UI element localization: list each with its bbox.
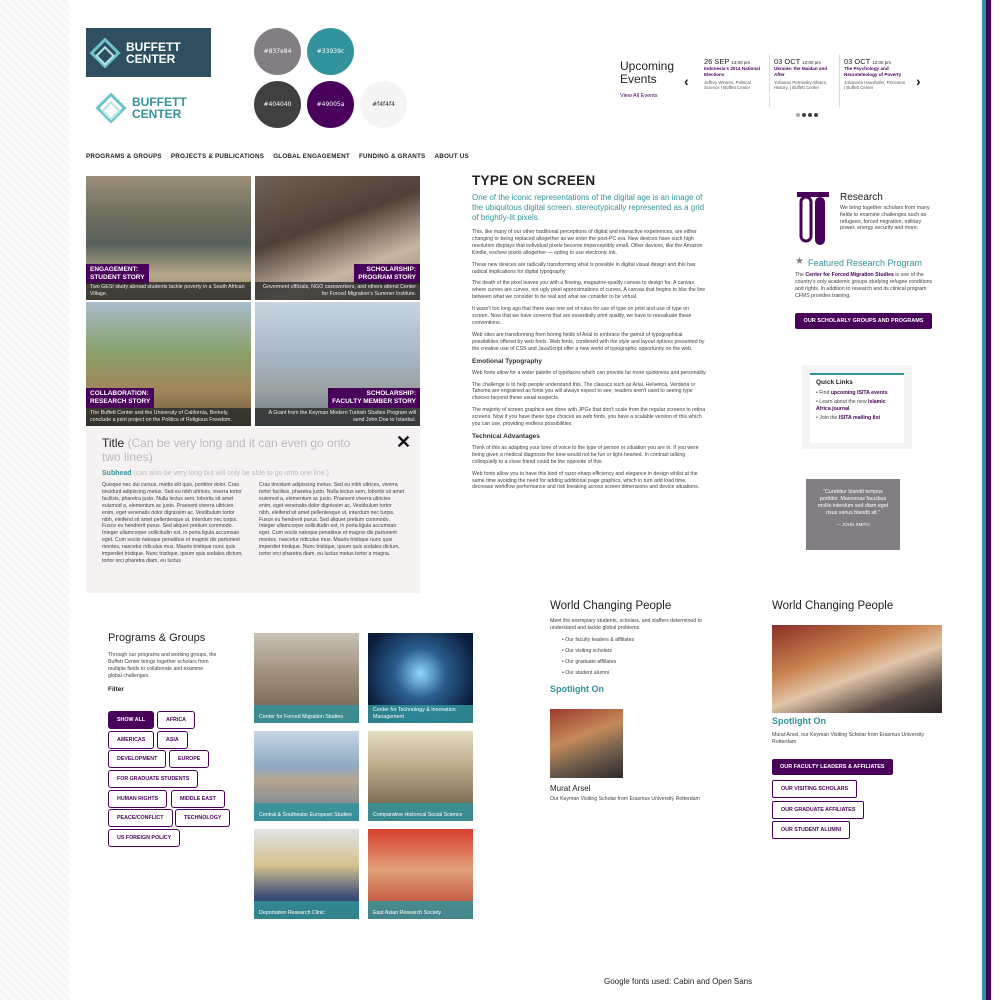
wcp-title: World Changing People	[550, 600, 672, 612]
spotlight-photo[interactable]	[550, 709, 623, 778]
wcp-block-1	[550, 600, 720, 694]
wcp-text: Meet the exemplary students, scholars, and staffers determined to understand and tackle global problems.	[550, 618, 702, 631]
filter-middle-east[interactable]: MIDDLE EAST	[171, 790, 225, 808]
chevron-left-icon[interactable]: ‹	[684, 73, 689, 89]
article-subheading: Technical Advantages	[472, 432, 540, 440]
filter-graduate-students[interactable]: FOR GRADUATE STUDENTS	[108, 770, 198, 788]
quick-link[interactable]: • Learn about the new Islamic Africa journal	[816, 398, 886, 412]
filter-human-rights[interactable]: HUMAN RIGHTS	[108, 790, 167, 808]
story-caption: Two GESI study abroad students tackle poverty in a South African Village.	[86, 282, 251, 300]
nav-funding-grants[interactable]: FUNDING & GRANTS	[358, 153, 426, 160]
story-tile[interactable]	[86, 176, 251, 300]
wcp-list	[562, 637, 720, 677]
panel-subhead: Subhead (can also be very long but will only be able to go onto one line.)	[102, 470, 329, 477]
article-title: TYPE ON SCREEN	[472, 173, 596, 188]
story-tag: SCHOLARSHIP: PROGRAM STORY	[354, 264, 420, 284]
cfms-link[interactable]: Center for Forced Migration Studies	[805, 272, 894, 278]
filter-africa[interactable]: AFRICA	[157, 711, 195, 729]
filter-show-all[interactable]: SHOW ALL	[108, 711, 154, 729]
color-swatch: #f4f4f4	[360, 81, 407, 128]
story-tile[interactable]	[255, 302, 420, 426]
panel-column-1: Quisque nec dui cursus, mattis elit quis, porttitor dolor. Cras tincidunt adipiscing metus. Sed eu nibh ultrices, viverra tortor facilisis, pharetra justo. Nulla lectus sem, lobortis sit amet euismod a, elementum ac justo. Praesent viverra ultricies enim, eget venenatis dolor dignissim ac. Vestibulum tortor nibh, eleifend sit amet pellentesque ut, interdum nec turpis. Fusce eu hendrerit purus. Sed aliquet pretium commodo. Integer ullamcorper sollicitudin est, in porta ligula accumsan eget. Cum sociis natoque penatibus et magnis dis parturient montes, nascetur ridiculus mus. Mauris tristique nunc quis imperdiet tristique. Nunc tristique, ipsum quis sodales dictum, tortor orci pharetra diam, eu luctus	[102, 482, 243, 564]
article-paragraph: These new devices are radically transforming what is possible in digital visual design and this has radical implications for digital typography	[472, 261, 696, 275]
programs-text: Through our programs and working groups, the Buffett Center brings together scholars from multiple fields to collaborate and examine global challenges.	[108, 652, 217, 679]
story-tag: COLLABORATION: RESEARCH STORY	[86, 388, 154, 408]
logo-line1: BUFFETT	[126, 39, 181, 54]
wcp-title: World Changing People	[772, 600, 894, 612]
article-paragraph: Web fonts allow for a wider palette of typefaces which can provide far more quirkiness and personality.	[472, 369, 707, 376]
story-tile[interactable]	[86, 302, 251, 426]
filter-technology[interactable]: TECHNOLOGY	[175, 809, 230, 827]
event-card[interactable]: 26 SEP 13:00 pm Indonesia's 2014 National Elections Jeffrey Winters, Political Science | Buffett Center	[700, 54, 770, 107]
article-paragraph: Think of this as adapting your tone of voice to the type of person or situation you are in. If you were being given a medical diagnosis the tone would not be fun or light-hearted. In contrast talking colloquially to a close friend could be the opposite of this.	[472, 444, 699, 465]
article-paragraph: The majority of screen graphics are done with JPGs that don't scale from the regular screens to retina screens. Now if you have these type choices as web fonts, you have a scalable version of this which you can use, providing endless possibilities.	[472, 407, 706, 428]
color-swatch: #837e84	[254, 28, 301, 75]
accent-stripe-purple	[986, 0, 991, 1000]
scholarly-groups-button[interactable]: OUR SCHOLARLY GROUPS AND PROGRAMS	[795, 313, 932, 329]
color-swatch: #404040	[254, 81, 301, 128]
logo-diamond-icon	[89, 37, 120, 68]
close-icon[interactable]: ✕	[396, 432, 412, 452]
events-header	[620, 60, 674, 99]
panel-column-2: Cras tincidunt adipiscing metus. Sed eu nibh ultrices, viverra tortor facilisis, pharetra justo. Nulla lectus sem, lobortis sit amet euismod a, elementum ac justo. Praesent viverra ultricies enim, eget venenatis dolor dignissim ac. Vestibulum tortor nibh, eleifend sit amet pellentesque ut, interdum nec turpis. Fusce eu hendrerit purus. Sed aliquet pretium commodo. Integer ullamcorper sollicitudin est, in porta ligula accumsan eget. Cum sociis natoque penatibus et magnis dis parturient montes, nascetur ridiculus mus. Mauris tristique nunc quis imperdiet tristique. Nunc tristique, ipsum quis sodales dictum, tortor orci pharetra diam, eu luctus metus tortor a magna.	[259, 482, 405, 558]
research-title: Research	[840, 192, 883, 203]
logo-light[interactable]	[100, 88, 210, 128]
article-subheading: Emotional Typography	[472, 357, 542, 365]
featured-research-title: Featured Research Program	[808, 258, 923, 268]
article-paragraph: This, like many of our other traditional perceptions of digital and interactive experiences, are either changing or being replaced altogether as we enter the post-PC era. New devices have such high resolution displays that individual pixels become imperceptibly small. Other devices, like the Amazon Kindle, eschew pixels altogether — opting to use electronic ink.	[472, 229, 703, 256]
article	[472, 173, 707, 491]
spotlight-title: Spotlight On	[772, 716, 826, 726]
program-tile[interactable]: Comparative Historical Social Science	[368, 731, 473, 821]
view-all-events-link[interactable]: View All Events	[620, 93, 658, 99]
quote-author: — JOHN SMITH	[836, 522, 870, 527]
student-alumni-button[interactable]: OUR STUDENT ALUMNI	[772, 821, 850, 839]
quick-link[interactable]: • Find upcoming ISITA events	[816, 390, 888, 396]
color-swatch: #49005a	[307, 81, 354, 128]
quote-text: "Curabitur blandit tempus porttitor. Maecenas faucibus mollis interdum sed diam eget risus varius blandit sit."	[817, 489, 889, 516]
filter-development[interactable]: DEVELOPMENT	[108, 750, 166, 768]
nav-programs-groups[interactable]: PROGRAMS & GROUPS	[86, 153, 162, 160]
research-text: We bring together scholars from many fields to examine challenges such as refugees, forced migration, military power, energy security and more.	[840, 205, 930, 232]
article-paragraph: It wasn't too long ago that there was one set of rules for use of type on print and use of type on screen. Now that we have screens that are essentially print quality, we have to reevaluate these conventions.	[472, 306, 692, 326]
article-paragraph: The challenge is to help people understand this. The classics such as Arial, Helvetica, Verdana or Tahoma are engrained as fonts you will always expect to see; readers aren't used to seeing type choices beyond these usual suspects.	[472, 381, 696, 402]
wcp-list-item[interactable]: • Our visiting scholars	[562, 647, 612, 654]
filter-europe[interactable]: EUROPE	[169, 750, 209, 768]
story-caption: A Grant from the Keyman Modern Turkish Studies Program will send John Doe to Istanbul.	[255, 408, 420, 426]
story-caption: Goverment officials, NGO caseworkers, and others attend Center for Forced Migration's Summer Institute.	[255, 282, 420, 300]
filter-asia[interactable]: ASIA	[157, 731, 188, 749]
spotlight-name: Murat Arsel	[550, 784, 591, 793]
filter-americas[interactable]: AMERICAS	[108, 731, 154, 749]
story-detail-panel	[86, 428, 420, 593]
story-caption: The Buffett Center and the University of California, Berkely, conclude a joint project on the Politics of Religious Freedom.	[86, 408, 251, 426]
article-paragraph: Web sites are transforming from boring fields of Arial to embrace the gamut of typographical possibilities offered by web fonts. Web fonts, combined with the style and layout options presented by the creative use of CSS and JavaScript offer a new world of typographic opportunity on the web.	[472, 331, 705, 352]
nav-global-engagement[interactable]: GLOBAL ENGAGEMENT	[273, 153, 350, 160]
carousel-dots[interactable]	[796, 113, 818, 117]
spotlight-title: Spotlight On	[550, 684, 604, 695]
graduate-affiliates-button[interactable]: OUR GRADUATE AFFILIATES	[772, 801, 864, 819]
quick-links-box	[802, 365, 912, 449]
nav-projects-publications[interactable]: PROJECTS & PUBLICATIONS	[170, 153, 265, 160]
test-tubes-icon	[795, 190, 831, 248]
story-tile[interactable]	[255, 176, 420, 300]
filter-peace-conflict[interactable]: PEACE/CONFLICT	[108, 809, 173, 827]
filter-us-foreign-policy[interactable]: US FOREIGN POLICY	[108, 829, 180, 847]
quote-box	[806, 479, 900, 550]
article-lead: One of the iconic representations of the digital age is an image of the ubiquitous digital screen. stereotypically represented as a grid of brightly-lit pixels.	[472, 193, 705, 222]
programs-block	[108, 632, 218, 693]
program-tile[interactable]: Center for Forced Migration Studies	[254, 633, 359, 723]
events-carousel	[700, 54, 910, 107]
faculty-leaders-button[interactable]: OUR FACULTY LEADERS & AFFILIATES	[772, 759, 893, 775]
story-tag: SCHOLARSHIP: FACULTY MEMBER STORY	[328, 388, 420, 408]
program-tile[interactable]: Center for Technology & Innovation Management	[368, 633, 473, 723]
program-tile[interactable]: Central & Southeatsr European Studies	[254, 731, 359, 821]
main-nav	[86, 153, 469, 160]
program-tile[interactable]: East Asian Research Society	[368, 829, 473, 919]
article-paragraph: Web fonts allow you to have this kind of razor-sharp efficiency and elegance in design whilst at the same time avoiding the need for adding additional page graphics, which in turn add load time, decrease workflow performance and risk breaking across screen dimensions and device situations.	[472, 470, 700, 491]
spotlight-photo-large[interactable]	[772, 625, 942, 713]
spotlight-desc: Our Keyman Visiting Scholar from Erasmus University Rotterdam	[550, 796, 700, 802]
article-paragraph: The death of the pixel leaves you with a flowing, magazine-quality canvas to design for. A canvas where curves are curves, not ugly pixel approximations of curves. A canvas that begins to blur the line between what we consider to be real and what we consider to be virtual.	[472, 280, 706, 301]
fonts-note: Google fonts used: Cabin and Open Sans	[604, 977, 753, 986]
logo-line2: CENTER	[132, 107, 182, 121]
spotlight-info	[550, 784, 725, 803]
logo-line2: CENTER	[126, 51, 176, 66]
wcp-list-item[interactable]: • Our student alumni	[562, 669, 610, 676]
events-title-2: Events	[620, 72, 657, 86]
programs-title: Programs & Groups	[108, 632, 206, 644]
quick-link[interactable]: • Join the ISITA mailing list	[816, 414, 881, 421]
research-block	[840, 192, 936, 232]
visiting-scholars-button[interactable]: OUR VISITING SCHOLARS	[772, 780, 857, 798]
story-tag: ENGAGEMENT: STUDENT STORY	[86, 264, 149, 284]
logo-dark[interactable]	[86, 28, 211, 77]
quick-links-title: Quick Links	[816, 379, 853, 386]
featured-research-text: The Center for Forced Migration Studies is one of the country's only academic groups studying refugee conditions and rights. In addition to research and its clinical program CFMS provides training.	[795, 272, 933, 299]
wcp-list-item[interactable]: • Our graduate affiliates	[562, 658, 617, 665]
star-icon: ★	[795, 256, 804, 267]
filter-label: Filter	[108, 685, 124, 693]
wcp-list-item[interactable]: • Our faculty leaders & affiliates	[562, 636, 635, 643]
nav-about-us[interactable]: ABOUT US	[434, 153, 469, 160]
logo-diamond-icon	[95, 92, 126, 123]
panel-title: Title (Can be very long and it can even go onto two lines)	[102, 436, 351, 464]
event-card[interactable]: 03 OCT 12:00 pm Ukraine: the Maidan and After Yohanan Petrovsky-Shtern, History, | Buffett Center	[770, 54, 840, 107]
logo-line1: BUFFETT	[132, 95, 187, 109]
color-swatch: #33939c	[307, 28, 354, 75]
spotlight-desc: Murat Arsel, our Keyman Visiting Scholar from Erasmus University Rotterdam	[772, 732, 925, 745]
events-title-1: Upcoming	[620, 59, 675, 73]
event-card[interactable]: 03 OCT 12:00 pm The Psychology and Neuroteleology of Poverty Johannes Haushofer, Princeton | Buffett Center	[844, 57, 906, 91]
chevron-right-icon[interactable]: ›	[916, 73, 921, 89]
page-texture	[0, 0, 70, 1000]
program-tile[interactable]: Deportation Research Clinic	[254, 829, 359, 919]
